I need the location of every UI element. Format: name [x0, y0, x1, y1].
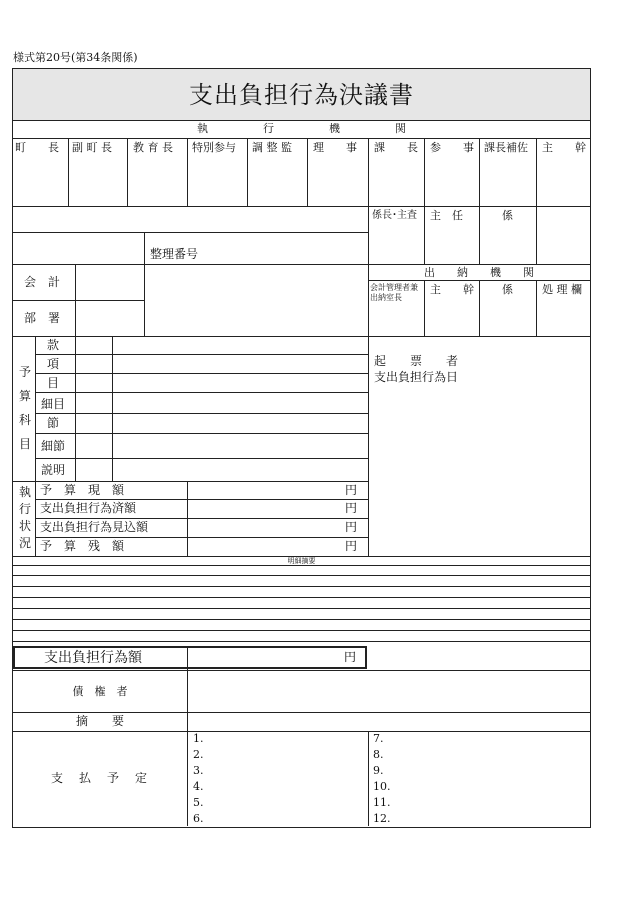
reference-number-label: 整理番号 [150, 247, 199, 261]
role-label: 町 長 [15, 141, 59, 154]
role-label: 主 幹 [542, 141, 586, 154]
role-label: 理 事 [313, 141, 357, 154]
rule [75, 336, 76, 481]
payment-slot: 3. [193, 764, 204, 777]
budget-item-label: 細目 [41, 397, 66, 411]
payment-slot: 8. [373, 748, 384, 761]
budget-item-label: 説明 [41, 463, 66, 477]
rule [35, 499, 368, 500]
payment-slot: 9. [373, 764, 384, 777]
rule [13, 597, 590, 598]
rule [13, 586, 590, 587]
rule [35, 537, 368, 538]
execution-row-label: 予 算 現 額 [40, 483, 125, 497]
total-amount-label: 支出負担行為額 [44, 650, 142, 666]
form-label: 様式第20号(第34条関係) [13, 51, 138, 64]
payment-slot: 4. [193, 780, 204, 793]
role-label: 処 理 欄 [542, 283, 582, 296]
rule [13, 206, 590, 207]
execution-row-label: 予 算 残 額 [40, 539, 125, 553]
execution-row-label: 支出負担行為済額 [40, 501, 137, 515]
role-label: 係 [502, 209, 513, 222]
rule [368, 138, 369, 556]
rule [112, 336, 113, 481]
budget-group-char: 算 [19, 389, 32, 403]
rule [13, 712, 590, 713]
role-label: 主 幹 [430, 283, 474, 296]
budget-item-label: 項 [47, 357, 60, 371]
role-cell-mayor [15, 142, 67, 154]
rule [127, 138, 128, 206]
budget-item-label: 目 [47, 376, 60, 390]
cashier-org-header: 出 納 機 関 [424, 266, 534, 279]
role-label: 係長･主査 [372, 210, 417, 221]
payment-slot: 2. [193, 748, 204, 761]
yen-unit: 円 [344, 650, 357, 664]
rule [307, 138, 308, 206]
rule [35, 336, 36, 556]
execution-group-char: 状 [19, 519, 32, 533]
rule [13, 300, 144, 301]
rule [13, 630, 590, 631]
rule [13, 731, 590, 732]
rule [13, 138, 590, 139]
rule [187, 646, 188, 670]
expenditure-date-label: 支出負担行為日 [374, 370, 459, 384]
role-label: 参 事 [430, 141, 474, 154]
rule [35, 354, 368, 355]
rule [13, 232, 368, 233]
rule [13, 641, 590, 642]
rule [13, 575, 590, 576]
yen-unit: 円 [345, 501, 358, 515]
document-title: 支出負担行為決議書 [189, 81, 414, 109]
rule [13, 336, 590, 337]
rule [35, 433, 368, 434]
rule [13, 670, 590, 671]
yen-unit: 円 [345, 483, 358, 497]
payment-slot: 11. [373, 796, 391, 809]
role-label: 調 整 監 [252, 141, 292, 154]
rule [13, 619, 590, 620]
rule [368, 731, 369, 826]
payment-schedule-label: 支 払 予 定 [50, 771, 149, 785]
execution-group-char: 況 [19, 536, 32, 550]
yen-unit: 円 [345, 539, 358, 553]
payment-slot: 10. [373, 780, 391, 793]
rule [68, 138, 69, 206]
payment-slot: 12. [373, 812, 391, 825]
yen-unit: 円 [345, 520, 358, 534]
payment-slot: 6. [193, 812, 204, 825]
rule [479, 280, 480, 336]
accounting-label: 会 計 [24, 275, 61, 289]
role-label: 副 町 長 [72, 141, 112, 154]
rule [187, 481, 188, 556]
execution-group-char: 行 [19, 502, 32, 516]
rule [35, 392, 368, 393]
budget-item-label: 款 [47, 338, 60, 352]
rule [13, 264, 590, 265]
execution-row-label: 支出負担行為見込額 [40, 520, 149, 534]
rule [144, 232, 145, 336]
role-label: 特別参与 [192, 141, 236, 154]
rule [424, 138, 425, 264]
rule [35, 458, 368, 459]
role-label: 課長補佐 [484, 141, 528, 154]
role-label: 課 長 [374, 141, 418, 154]
budget-item-label: 細節 [41, 439, 66, 453]
rule [424, 280, 425, 336]
rule [13, 120, 590, 121]
drafter-label: 起 票 者 [374, 354, 459, 368]
role-label: 係 [502, 283, 513, 296]
details-header: 明細摘要 [287, 557, 316, 565]
role-label: 教 育 長 [133, 141, 173, 154]
rule [13, 481, 368, 482]
rule [479, 138, 480, 264]
rule [13, 608, 590, 609]
executive-org-header: 執 行 機 関 [197, 122, 406, 135]
budget-group-char: 目 [19, 437, 32, 451]
rule [187, 670, 188, 826]
summary-label: 摘 要 [75, 714, 124, 728]
rule [35, 373, 368, 374]
rule [536, 280, 537, 336]
role-label: 会計管理者兼出納室長 [370, 283, 418, 302]
rule [35, 518, 368, 519]
rule [35, 413, 368, 414]
rule [247, 138, 248, 206]
rule [536, 138, 537, 264]
creditor-label: 債 権 者 [72, 685, 128, 698]
execution-group-char: 執 [19, 485, 32, 499]
payment-slot: 7. [373, 732, 384, 745]
budget-item-label: 節 [47, 416, 60, 430]
budget-group-char: 科 [19, 413, 32, 427]
payment-slot: 5. [193, 796, 204, 809]
rule [187, 138, 188, 206]
rule [75, 264, 76, 336]
rule [13, 565, 590, 566]
department-label: 部 署 [24, 311, 61, 325]
budget-group-char: 予 [19, 365, 32, 379]
role-label: 主 任 [430, 209, 463, 222]
payment-slot: 1. [193, 732, 204, 745]
